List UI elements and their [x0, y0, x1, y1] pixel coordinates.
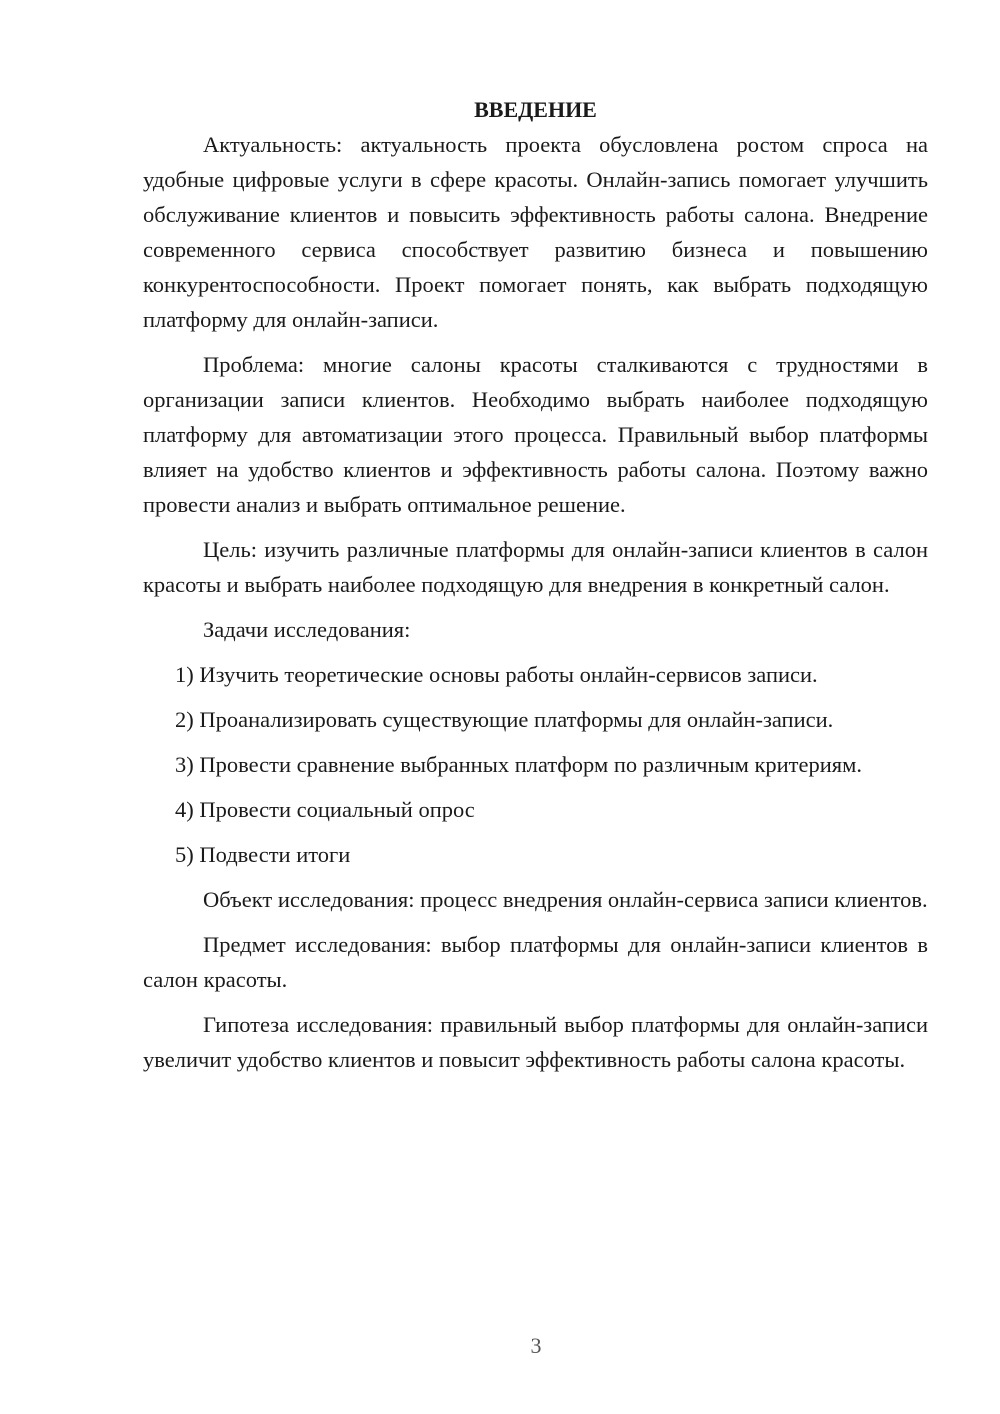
task-item-3: 3) Провести сравнение выбранных платформ по различным критериям. — [175, 752, 863, 777]
paragraph-tasks-heading: Задачи исследования: — [203, 617, 411, 642]
paragraph-hypothesis: Гипотеза исследования: правильный выбор платформы для онлайн-записи увеличит удобство клиентов и повысит эффективность работы салона красоты. — [143, 1012, 928, 1072]
task-item-4: 4) Провести социальный опрос — [175, 797, 475, 822]
task-item-5: 5) Подвести итоги — [175, 842, 351, 867]
task-item-2: 2) Проанализировать существующие платформы для онлайн-записи. — [175, 707, 834, 732]
task-item-1: 1) Изучить теоретические основы работы онлайн-сервисов записи. — [175, 662, 818, 687]
paragraph-subject: Предмет исследования: выбор платформы для онлайн-записи клиентов в салон красоты. — [143, 932, 928, 992]
section-title: ВВЕДЕНИЕ — [474, 97, 597, 122]
paragraph-object: Объект исследования: процесс внедрения онлайн-сервиса записи клиентов. — [203, 887, 928, 912]
paragraph-problem: Проблема: многие салоны красоты сталкиваются с трудностями в организации записи клиентов. Необходимо выбрать наиболее подходящую платформу для автоматизации этого процесса. Правильный выбор платформы влияет на удобство клиентов и эффективность работы салона. Поэтому важно провести анализ и выбрать оптимальное решение. — [143, 352, 928, 517]
paragraph-relevance: Актуальность: актуальность проекта обусловлена ростом спроса на удобные цифровые услуги в сфере красоты. Онлайн-запись помогает улучшить обслуживание клиентов и повысить эффективность работы салона. Внедрение современного сервиса способствует развитию бизнеса и повышению конкурентоспособности. Проект помогает понять, как выбрать подходящую платформу для онлайн-записи. — [143, 132, 928, 332]
page-number: 3 — [530, 1333, 542, 1358]
document-page — [143, 92, 928, 1087]
paragraph-goal: Цель: изучить различные платформы для онлайн-записи клиентов в салон красоты и выбрать наиболее подходящую для внедрения в конкретный салон. — [143, 537, 928, 597]
